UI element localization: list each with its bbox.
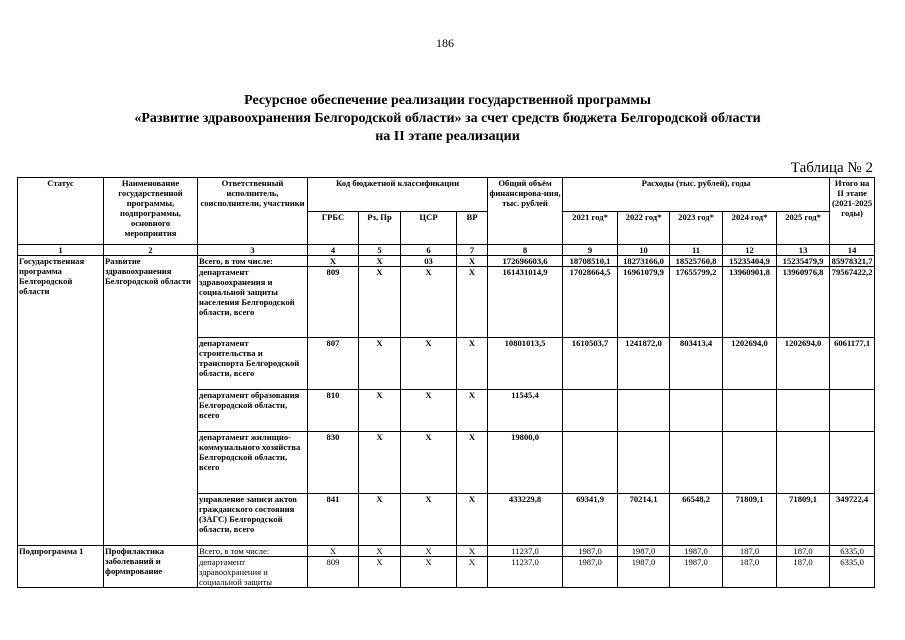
y2025-cell: 1202694,0	[777, 338, 830, 390]
title-line-3: на II этапе реализации	[375, 129, 520, 144]
col-number: 2	[104, 245, 198, 256]
y2023-cell: 1987,0	[670, 546, 723, 557]
executor-cell: департамент здравоохранения и социальной защиты	[198, 557, 308, 588]
y2022-cell: 1987,0	[618, 546, 670, 557]
y2025-cell: 13960976,8	[777, 267, 830, 338]
y2022-cell: 1241872,0	[618, 338, 670, 390]
y2025-cell	[777, 390, 830, 432]
grbs-cell: 807	[308, 338, 359, 390]
y2025-cell: 71809,1	[777, 494, 830, 546]
csr-cell: X	[401, 546, 457, 557]
y2023-cell: 1987,0	[670, 557, 723, 588]
csr-cell: X	[401, 390, 457, 432]
total-cell: 161431014,9	[488, 267, 563, 338]
y2021-cell: 69341,9	[563, 494, 618, 546]
y2024-cell: 13960901,8	[723, 267, 777, 338]
col-number: 11	[670, 245, 723, 256]
header-rzpr: Рз, Пр	[359, 211, 401, 245]
header-2025: 2025 год*	[777, 211, 830, 245]
total-cell: 10801013,5	[488, 338, 563, 390]
header-2022: 2022 год*	[618, 211, 670, 245]
y2022-cell: 1987,0	[618, 557, 670, 588]
y2023-cell: 17655799,2	[670, 267, 723, 338]
program-name: Развитие здравоохранения Белгородской области	[104, 256, 198, 546]
header-itogo: Итого на II этапе (2021-2025 годы)	[830, 178, 875, 245]
executor-cell: Всего, в том числе:	[198, 546, 308, 557]
col-number: 7	[457, 245, 488, 256]
executor-cell: департамент здравоохранения и социальной защиты населения Белгородской области, всего	[198, 267, 308, 338]
rzpr-cell: X	[359, 494, 401, 546]
resource-table	[17, 177, 875, 588]
y2024-cell: 187,0	[723, 557, 777, 588]
y2023-cell	[670, 432, 723, 494]
document-title	[0, 92, 895, 146]
table-row	[18, 546, 875, 557]
vr-cell: X	[457, 256, 488, 267]
y2023-cell: 66548,2	[670, 494, 723, 546]
y2022-cell	[618, 432, 670, 494]
y2021-cell	[563, 390, 618, 432]
total-cell: 11545,4	[488, 390, 563, 432]
grbs-cell: 830	[308, 432, 359, 494]
y2025-cell	[777, 432, 830, 494]
itogo-cell: 79567422,2	[830, 267, 875, 338]
itogo-cell	[830, 390, 875, 432]
col-number: 9	[563, 245, 618, 256]
y2021-cell: 1987,0	[563, 546, 618, 557]
table-row	[18, 256, 875, 267]
csr-cell: X	[401, 432, 457, 494]
col-number: 10	[618, 245, 670, 256]
y2024-cell: 15235404,9	[723, 256, 777, 267]
vr-cell: X	[457, 432, 488, 494]
itogo-cell: 6335,0	[830, 557, 875, 588]
itogo-cell: 6335,0	[830, 546, 875, 557]
vr-cell: X	[457, 546, 488, 557]
csr-cell: X	[401, 338, 457, 390]
y2022-cell: 16961079,9	[618, 267, 670, 338]
rzpr-cell: X	[359, 557, 401, 588]
page-number: 186	[436, 36, 454, 50]
grbs-cell: 841	[308, 494, 359, 546]
vr-cell: X	[457, 338, 488, 390]
rzpr-cell: X	[359, 432, 401, 494]
total-cell: 172696603,6	[488, 256, 563, 267]
col-number: 4	[308, 245, 359, 256]
grbs-cell: 809	[308, 267, 359, 338]
y2023-cell	[670, 390, 723, 432]
header-2021: 2021 год*	[563, 211, 618, 245]
header-grbs: ГРБС	[308, 211, 359, 245]
y2021-cell: 1987,0	[563, 557, 618, 588]
col-number: 12	[723, 245, 777, 256]
itogo-cell: 349722,4	[830, 494, 875, 546]
rzpr-cell: X	[359, 390, 401, 432]
header-vr: ВР	[457, 211, 488, 245]
itogo-cell: 6061177,1	[830, 338, 875, 390]
y2025-cell: 187,0	[777, 557, 830, 588]
y2025-cell: 187,0	[777, 546, 830, 557]
vr-cell: X	[457, 267, 488, 338]
y2024-cell: 71809,1	[723, 494, 777, 546]
csr-cell: 03	[401, 256, 457, 267]
y2023-cell: 18525760,8	[670, 256, 723, 267]
vr-cell: X	[457, 390, 488, 432]
itogo-cell: 85978321,7	[830, 256, 875, 267]
rzpr-cell: X	[359, 256, 401, 267]
y2021-cell	[563, 432, 618, 494]
header-budget-code: Код бюджетной классификации	[308, 178, 488, 212]
col-number: 5	[359, 245, 401, 256]
header-csr: ЦСР	[401, 211, 457, 245]
executor-cell: департамент строительства и транспорта Белгородской области, всего	[198, 338, 308, 390]
col-number: 3	[198, 245, 308, 256]
grbs-cell: 810	[308, 390, 359, 432]
subprogram-name: Профилактика заболеваний и формирование	[104, 546, 198, 588]
header-executor: Ответственный исполнитель, соисполнители, участники	[198, 178, 308, 245]
y2022-cell: 70214,1	[618, 494, 670, 546]
executor-cell: Всего, в том числе:	[198, 256, 308, 267]
y2021-cell: 18708510,1	[563, 256, 618, 267]
col-number: 13	[777, 245, 830, 256]
total-cell: 11237,0	[488, 546, 563, 557]
grbs-cell: X	[308, 256, 359, 267]
y2021-cell: 17028664,5	[563, 267, 618, 338]
header-name: Наименование государственной программы, подпрограммы, основного мероприятия	[104, 178, 198, 245]
table-label: Таблица № 2	[790, 160, 873, 176]
csr-cell: X	[401, 267, 457, 338]
grbs-cell: 809	[308, 557, 359, 588]
y2022-cell	[618, 390, 670, 432]
vr-cell: X	[457, 494, 488, 546]
y2023-cell: 803413,4	[670, 338, 723, 390]
y2024-cell	[723, 432, 777, 494]
subprogram-status: Подпрограмма 1	[18, 546, 104, 588]
itogo-cell	[830, 432, 875, 494]
y2024-cell: 187,0	[723, 546, 777, 557]
rzpr-cell: X	[359, 338, 401, 390]
header-status: Статус	[18, 178, 104, 245]
y2021-cell: 1610503,7	[563, 338, 618, 390]
csr-cell: X	[401, 494, 457, 546]
header-total-volume: Общий объём финансирова-ния, тыс. рублей	[488, 178, 563, 245]
total-cell: 19800,0	[488, 432, 563, 494]
executor-cell: департамент жилищно-коммунального хозяйства Белгородской области, всего	[198, 432, 308, 494]
col-number: 8	[488, 245, 563, 256]
executor-cell: управление записи актов гражданского состояния (ЗАГС) Белгородской области, всего	[198, 494, 308, 546]
header-expenses: Расходы (тыс. рублей), годы	[563, 178, 830, 212]
header-2024: 2024 год*	[723, 211, 777, 245]
vr-cell: X	[457, 557, 488, 588]
header-2023: 2023 год*	[670, 211, 723, 245]
rzpr-cell: X	[359, 267, 401, 338]
title-line-1: Ресурсное обеспечение реализации государственной программы	[244, 93, 651, 108]
total-cell: 11237,0	[488, 557, 563, 588]
col-number: 14	[830, 245, 875, 256]
rzpr-cell: X	[359, 546, 401, 557]
y2024-cell: 1202694,0	[723, 338, 777, 390]
program-status: Государственная программа Белгородской области	[18, 256, 104, 546]
y2025-cell: 15235479,9	[777, 256, 830, 267]
executor-cell: департамент образования Белгородской области, всего	[198, 390, 308, 432]
y2024-cell	[723, 390, 777, 432]
col-number: 6	[401, 245, 457, 256]
grbs-cell: X	[308, 546, 359, 557]
total-cell: 433229,8	[488, 494, 563, 546]
col-number: 1	[18, 245, 104, 256]
csr-cell: X	[401, 557, 457, 588]
y2022-cell: 18273166,0	[618, 256, 670, 267]
title-line-2: «Развитие здравоохранения Белгородской области» за счет средств бюджета Белгородской области	[134, 111, 761, 126]
